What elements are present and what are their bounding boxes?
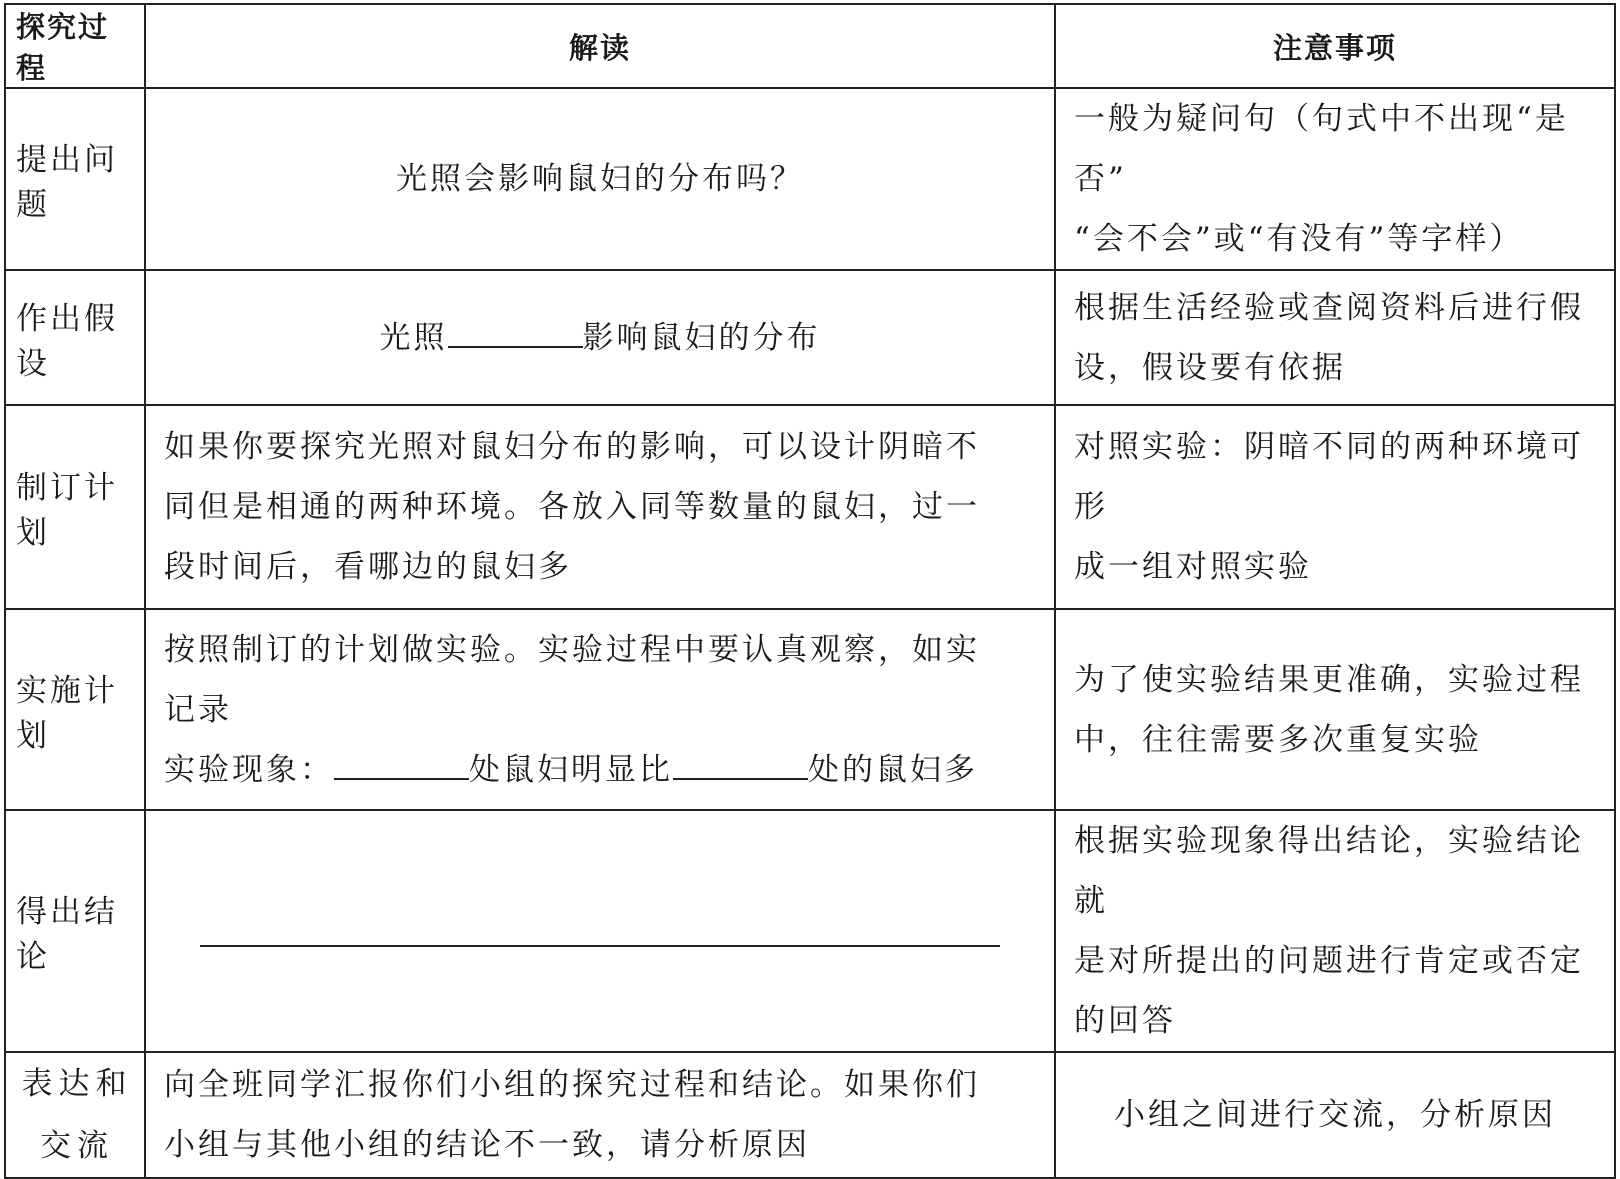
notes-line: 根据实验现象得出结论，实验结论就 [1074, 823, 1584, 919]
interpret-cell [145, 270, 1055, 405]
inquiry-process-table [4, 3, 1616, 1179]
interpret-line: 同但是相通的两种环境。各放入同等数量的鼠妇，过一 [164, 489, 980, 525]
step-line: 交流 [40, 1128, 114, 1164]
notes-line: 为了使实验结果更准确，实验过程 [1074, 661, 1584, 698]
phenomenon-text: 处鼠妇明显比 [469, 751, 673, 788]
table-row [5, 609, 1615, 810]
notes-line: 中，往往需要多次重复实验 [1074, 721, 1482, 758]
interpret-cell [145, 1052, 1055, 1178]
table-row [5, 810, 1615, 1052]
interpret-cell [145, 405, 1055, 609]
interpret-line: 如果你要探究光照对鼠妇分布的影响，可以设计阴暗不 [164, 429, 980, 465]
step-cell: 制订计划 [5, 405, 145, 609]
header-notes: 注意事项 [1055, 4, 1615, 88]
header-row [5, 4, 1615, 88]
answer-blank[interactable] [448, 316, 583, 348]
notes-line: 根据生活经验或查阅资料后进行假 [1074, 289, 1584, 326]
step-cell [5, 1052, 145, 1178]
table-row [5, 88, 1615, 270]
interpret-cell [145, 810, 1055, 1052]
notes-cell [1055, 810, 1615, 1052]
phenomenon-text: 实验现象： [164, 751, 334, 788]
interpret-line: 记录 [164, 691, 232, 728]
answer-blank[interactable] [673, 748, 808, 780]
notes-cell [1055, 88, 1615, 270]
header-interpret: 解读 [145, 4, 1055, 88]
notes-line: 是对所提出的问题进行肯定或否定 [1074, 943, 1584, 979]
phenomenon-line [164, 740, 1036, 800]
step-cell: 得出结论 [5, 810, 145, 1052]
interpret-line: 段时间后，看哪边的鼠妇多 [164, 549, 572, 585]
interpret-line: 小组与其他小组的结论不一致，请分析原因 [164, 1127, 810, 1163]
interpret-line: 按照制订的计划做实验。实验过程中要认真观察，如实 [164, 631, 980, 668]
phenomenon-text: 处的鼠妇多 [808, 751, 978, 788]
notes-cell [1055, 270, 1615, 405]
interpret-text: 影响鼠妇的分布 [582, 319, 821, 356]
table-row [5, 270, 1615, 405]
interpret-cell [145, 609, 1055, 810]
header-step: 探究过程 [5, 4, 145, 88]
answer-blank[interactable] [334, 748, 469, 780]
interpret-line: 向全班同学汇报你们小组的探究过程和结论。如果你们 [164, 1067, 980, 1103]
interpret-text: 光照 [379, 319, 448, 356]
notes-cell [1055, 609, 1615, 810]
step-cell: 提出问题 [5, 88, 145, 270]
notes-cell [1055, 405, 1615, 609]
notes-line: 一般为疑问句（句式中不出现“是否” [1074, 101, 1569, 197]
notes-line: “会不会”或“有没有”等字样） [1074, 221, 1524, 257]
step-cell: 作出假设 [5, 270, 145, 405]
step-cell: 实施计划 [5, 609, 145, 810]
interpret-cell: 光照会影响鼠妇的分布吗？ [145, 88, 1055, 270]
notes-line: 对照实验：阴暗不同的两种环境可形 [1074, 429, 1584, 525]
notes-line: 设，假设要有依据 [1074, 349, 1346, 386]
notes-line: 的回答 [1074, 1003, 1176, 1039]
notes-cell: 小组之间进行交流，分析原因 [1055, 1052, 1615, 1178]
step-line: 表达和 [21, 1066, 133, 1102]
table-row [5, 1052, 1615, 1178]
notes-line: 成一组对照实验 [1074, 549, 1312, 585]
conclusion-answer-line[interactable] [200, 915, 1000, 947]
table-row [5, 405, 1615, 609]
